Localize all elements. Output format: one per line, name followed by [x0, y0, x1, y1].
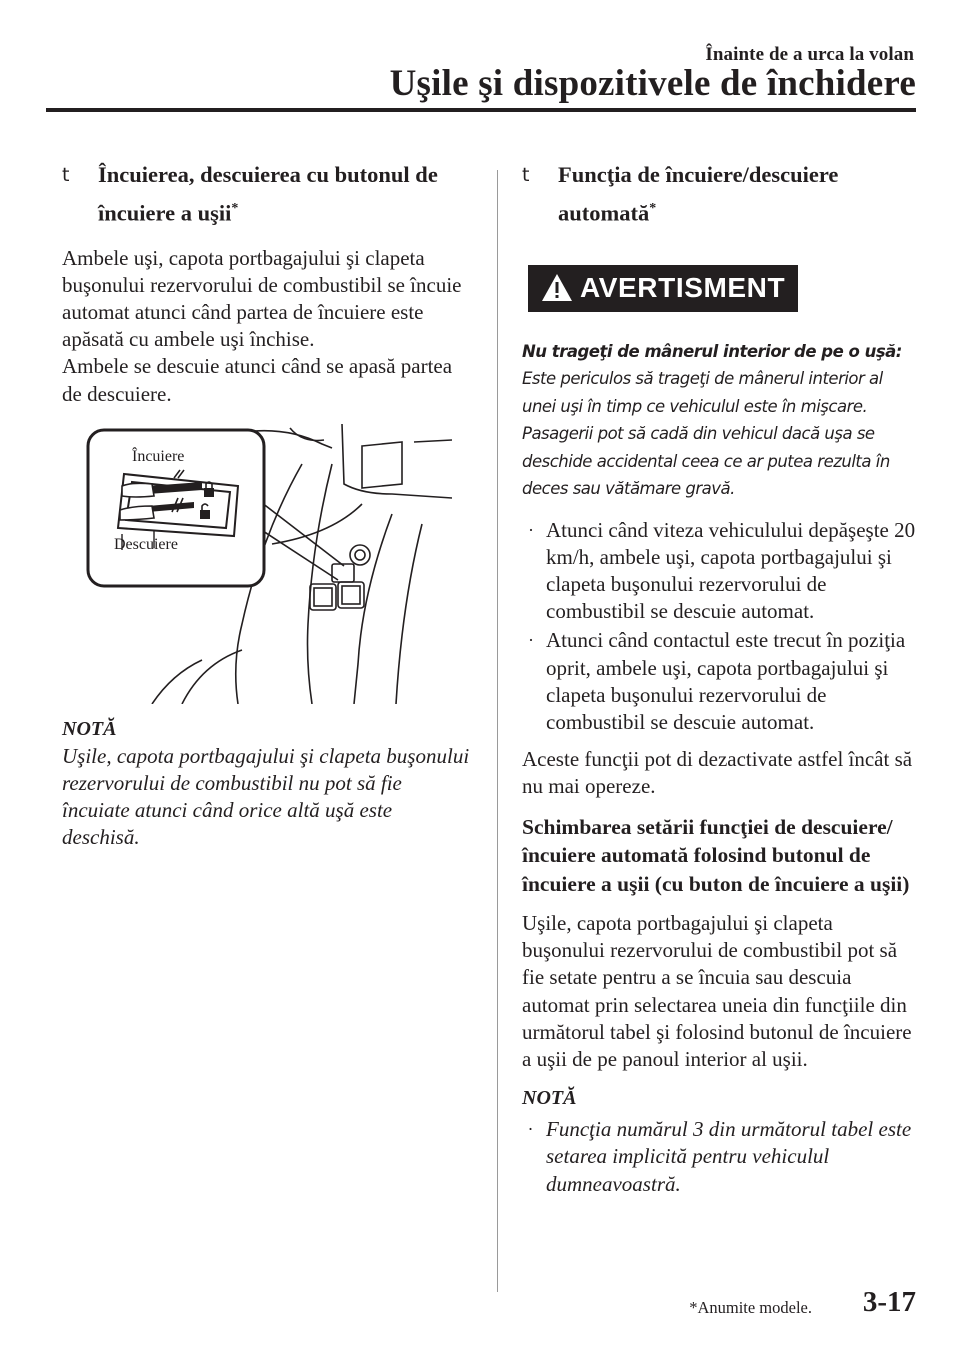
door-lock-switch-figure	[62, 424, 452, 704]
list-item	[522, 517, 918, 626]
warning-banner	[528, 265, 798, 312]
asterisk: *	[649, 201, 657, 216]
heading-line-1: Funcţia de încuiere/descuiere	[558, 162, 839, 187]
left-column	[62, 158, 472, 852]
lock-label: Încuiere	[132, 447, 185, 465]
chapter-title: Înainte de a urca la volan	[705, 44, 914, 65]
note-title: NOTĂ	[62, 717, 117, 740]
heading-line-2: încuiere a uşii	[98, 200, 232, 226]
door-panel-illustration	[62, 424, 452, 704]
footnote: *Anumite modele.	[689, 1298, 812, 1317]
note-text: Uşile, capota portbagajului şi clapeta buşonului rezervorului de combustibil nu pot să fie încuiate atunci când orice altă uşă este deschisă.	[62, 743, 470, 850]
warning-icon	[540, 271, 574, 305]
deactivate-paragraph: Aceste funcţii pot di dezactivate astfel încât să nu mai opereze.	[522, 747, 913, 799]
heading-line-1: Încuierea, descuierea cu butonul de	[98, 162, 438, 187]
asterisk: *	[231, 201, 239, 216]
note-bullet-text: Funcţia numărul 3 din următorul tabel este setarea implicită pentru vehiculul dumneavoastră.	[546, 1117, 912, 1196]
bullet-dot: ·	[528, 630, 534, 651]
subheading: Schimbarea setării funcţiei de descuiere/încuiere automată folosind butonul de încuiere a uşii (cu buton de încuiere a uşii)	[522, 814, 910, 896]
unlock-conditions-list	[522, 517, 918, 737]
right-column	[522, 158, 918, 1200]
page-number: 3-17	[862, 1286, 916, 1318]
header-rule	[46, 108, 916, 112]
heading-line-2: automată	[558, 200, 650, 226]
bullet-text: Atunci când viteza vehiculului depăşeşte 20 km/h, ambele uşi, capota portbagajului şi clapeta buşonului rezervorului de combustibil se descuie automat.	[546, 517, 916, 624]
unlock-paragraph: Ambele se descuie atunci când se apasă partea de descuiere.	[62, 354, 453, 406]
unlock-label: Descuiere	[114, 535, 178, 553]
bullet-text: Atunci când contactul este trecut în poziţia oprit, ambele uşi, capota portbagajului şi clapeta buşonului rezervorului de combustibil se descuie automat.	[546, 628, 906, 734]
heading-text	[558, 158, 838, 231]
section-heading-lock-button	[62, 158, 472, 231]
page-title: Uşile şi dispozitivele de închidere	[389, 63, 916, 104]
section-marker: t	[522, 164, 530, 186]
bullet-dot: ·	[528, 519, 534, 540]
warning-text: Este periculos să trageţi de mânerul interior al unei uşi în timp ce vehiculul este în mişcare. Pasagerii pot să cadă din vehicul dacă uşa se deschide accidental ceea ce ar putea rezulta în deces sau vătămare gravă.	[522, 369, 890, 498]
settings-paragraph: Uşile, capota portbagajului şi clapeta buşonului rezervorului de combustibil pot să fie setate pentru a se încuia sau descuia automat prin selectarea uneia din funcţiile din următorul tabel şi folosind butonul de încuiere a uşii de pe panoul interior al uşii.	[522, 911, 912, 1072]
note-title: NOTĂ	[522, 1087, 577, 1110]
warning-label: AVERTISMENT	[580, 272, 786, 303]
list-item	[522, 627, 918, 736]
column-divider	[497, 170, 498, 1292]
section-heading-auto-lock	[522, 158, 918, 231]
section-marker: t	[62, 164, 70, 186]
heading-text	[98, 158, 438, 231]
note-list	[522, 1116, 918, 1198]
bullet-dot: ·	[528, 1119, 533, 1140]
warning-heading: Nu trageţi de mânerul interior de pe o uşă:	[522, 341, 902, 361]
list-item	[522, 1116, 918, 1198]
lock-paragraph: Ambele uşi, capota portbagajului şi clapeta buşonului rezervorului de combustibil se încuie automat atunci când partea de încuiere este apăsată cu ambele uşi închise.	[62, 245, 462, 352]
